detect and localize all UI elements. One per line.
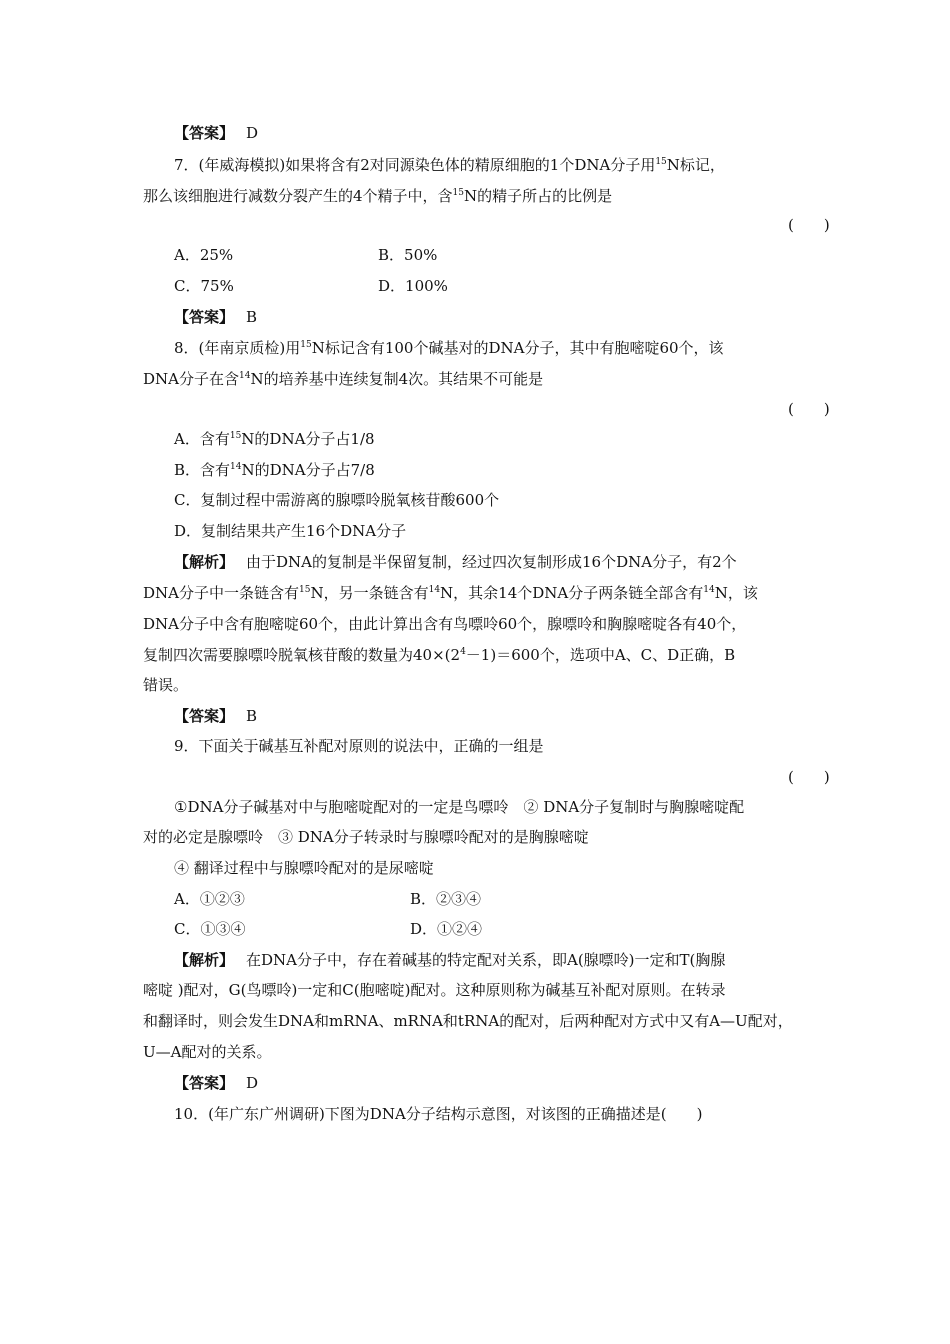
- q9-stem: 9．下面关于碱基互补配对原则的说法中，正确的一组是: [174, 737, 544, 755]
- q7-answer-blank: ( ): [788, 216, 830, 234]
- q9-analysis-line-1: 【解析】 在DNA分子中，存在着碱基的特定配对关系，即A(腺嘌呤)一定和T(胸腺: [174, 951, 726, 969]
- q8-analysis-line-1: 【解析】 由于DNA的复制是半保留复制，经过四次复制形成16个DNA分子，有2个: [174, 553, 737, 571]
- q9-option-d: D．①②④: [410, 920, 483, 938]
- q8-option-d: D．复制结果共产生16个DNA分子: [174, 522, 407, 540]
- analysis-label: 【解析】: [174, 553, 235, 571]
- q7-option-a: A．25%: [174, 246, 234, 264]
- answer-label: 【答案】: [174, 707, 235, 725]
- q7-stem-line-2: 那么该细胞进行减数分裂产生的4个精子中，含$^{15}$N的精子所占的比例是: [143, 187, 613, 205]
- q8-stem-line-1: 8．(年南京质检)用$^{15}$N标记含有100个碱基对的DNA分子，其中有胞嘧啶60个，该: [174, 339, 724, 357]
- q9-item-line-1: ①DNA分子碱基对中与胞嘧啶配对的一定是鸟嘌呤 ② DNA分子复制时与胸腺嘧啶配: [174, 798, 745, 816]
- q10-stem: 10．(年广东广州调研)下图为DNA分子结构示意图，对该图的正确描述是( ): [174, 1105, 703, 1123]
- q8-analysis-line-5: 错误。: [143, 676, 189, 694]
- q7-stem-line-1: 7．(年威海模拟)如果将含有2对同源染色体的精原细胞的1个DNA分子用$^{15}$N标记，: [174, 156, 725, 174]
- q9-option-b: B．②③④: [410, 890, 482, 908]
- q6-answer: D: [246, 124, 259, 142]
- q7-answer-line: [174, 307, 257, 327]
- q8-analysis-line-4: 复制四次需要腺嘌呤脱氧核苷酸的数量为$40\times(2^4-1)=600$个，选项中A、C、D正确，B: [143, 646, 736, 664]
- q9-answer-blank: ( ): [788, 768, 830, 786]
- q9-answer-line: [174, 1073, 258, 1093]
- q7-option-d: D．100%: [378, 277, 448, 295]
- q9-analysis-line-4: U—A配对的关系。: [143, 1043, 272, 1061]
- q9-item-line-2: 对的必定是腺嘌呤 ③ DNA分子转录时与腺嘌呤配对的是胸腺嘧啶: [143, 828, 589, 846]
- q9-item-line-3: ④ 翻译过程中与腺嘌呤配对的是尿嘧啶: [174, 859, 434, 877]
- q8-option-a: A．含有$^{15}$N的DNA分子占1/8: [174, 430, 375, 448]
- q6-answer-line: [174, 123, 258, 143]
- answer-label: 【答案】: [174, 308, 235, 326]
- q8-option-b: B．含有$^{14}$N的DNA分子占7/8: [174, 461, 375, 479]
- q9-option-a: A．①②③: [174, 890, 245, 908]
- q7-option-b: B．50%: [378, 246, 438, 264]
- q9-analysis-line-3: 和翻译时，则会发生DNA和mRNA、mRNA和tRNA的配对，后两种配对方式中又有A—U配对，: [143, 1012, 793, 1030]
- q8-answer: B: [246, 707, 258, 725]
- q9-analysis-line-2: 嘧啶 )配对，G(鸟嘌呤)一定和C(胞嘧啶)配对。这种原则称为碱基互补配对原则。在转录: [143, 981, 726, 999]
- q7-answer: B: [246, 308, 258, 326]
- answer-label: 【答案】: [174, 1074, 235, 1092]
- q9-option-c: C．①③④: [174, 920, 246, 938]
- q8-stem-line-2: DNA分子在含$^{14}$N的培养基中连续复制4次。其结果不可能是: [143, 370, 544, 388]
- analysis-label: 【解析】: [174, 951, 235, 969]
- q8-answer-line: [174, 706, 257, 726]
- q8-analysis-line-3: DNA分子中含有胞嘧啶60个，由此计算出含有鸟嘌呤60个，腺嘌呤和胸腺嘧啶各有40个，: [143, 615, 747, 633]
- q8-analysis-line-2: DNA分子中一条链含有$^{15}$N，另一条链含有$^{14}$N，其余14个DNA分子两条链全部含有$^{14}$N，该: [143, 584, 758, 602]
- q7-option-c: C．75%: [174, 277, 234, 295]
- answer-label: 【答案】: [174, 124, 235, 142]
- q8-option-c: C．复制过程中需游离的腺嘌呤脱氧核苷酸600个: [174, 491, 500, 509]
- q8-answer-blank: ( ): [788, 400, 830, 418]
- q9-answer: D: [246, 1074, 259, 1092]
